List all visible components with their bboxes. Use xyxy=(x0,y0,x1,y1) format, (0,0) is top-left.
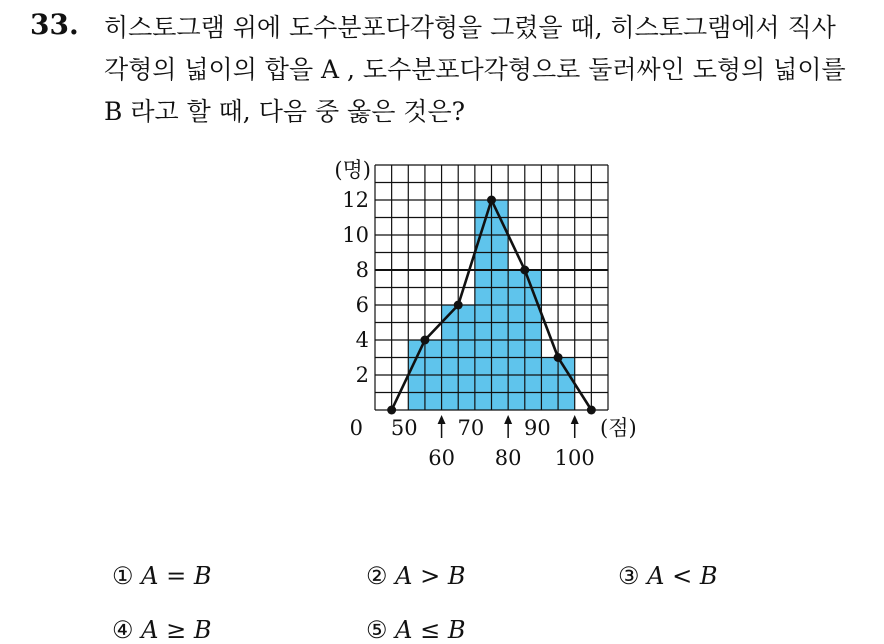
x-tick-label: 90 xyxy=(524,416,551,440)
y-tick-label: 10 xyxy=(342,223,369,247)
x-tick-arrow-head xyxy=(571,415,579,424)
choice-3[interactable] xyxy=(618,562,718,590)
x-axis-label: (점) xyxy=(600,416,637,440)
frequency-polygon-point xyxy=(454,301,463,310)
histogram-chart xyxy=(320,150,650,470)
choice-3-expression: A < B xyxy=(647,562,718,590)
choice-5-expression: A ≤ B xyxy=(395,616,466,644)
frequency-polygon-point xyxy=(520,266,529,275)
y-tick-label: 6 xyxy=(355,293,369,317)
x-tick-label: 50 xyxy=(390,416,418,440)
x-tick-label: 70 xyxy=(457,416,485,440)
choice-2-expression: A > B xyxy=(395,562,466,590)
y-tick-label: 8 xyxy=(355,258,369,282)
choice-1[interactable] xyxy=(112,562,212,590)
question-text-line-3: B 라고 할 때, 다음 중 옳은 것은? xyxy=(104,97,466,126)
choice-5[interactable] xyxy=(366,616,466,644)
x-tick-label: 60 xyxy=(428,446,455,470)
y-axis-label: (명) xyxy=(334,158,371,182)
question-text-line-1: 히스토그램 위에 도수분포다각형을 그렸을 때, 히스토그램에서 직사 xyxy=(104,13,836,42)
choice-4-expression: A ≥ B xyxy=(141,616,212,644)
choice-4[interactable] xyxy=(112,616,212,644)
frequency-polygon-point xyxy=(587,406,596,415)
choice-1-expression: A = B xyxy=(141,562,212,590)
choice-1-number: ① xyxy=(112,562,134,590)
question-number: 33. xyxy=(30,8,79,41)
frequency-polygon-point xyxy=(420,336,429,345)
y-tick-label: 2 xyxy=(355,363,369,387)
choice-3-number: ③ xyxy=(618,562,640,590)
frequency-polygon-point xyxy=(487,196,496,205)
y-tick-label: 4 xyxy=(355,328,369,352)
choice-5-number: ⑤ xyxy=(366,616,388,644)
question-text-line-2: 각형의 넓이의 합을 A , 도수분포다각형으로 둘러싸인 도형의 넓이를 xyxy=(104,55,846,84)
choice-4-number: ④ xyxy=(112,616,134,644)
x-tick-arrow-head xyxy=(438,415,446,424)
x-tick-arrow-head xyxy=(504,415,512,424)
x-tick-label: 100 xyxy=(554,446,595,470)
origin-label: 0 xyxy=(349,416,363,440)
choice-2[interactable] xyxy=(366,562,466,590)
choice-2-number: ② xyxy=(366,562,388,590)
frequency-polygon-point xyxy=(554,353,563,362)
y-tick-label: 12 xyxy=(342,188,369,212)
x-tick-label: 80 xyxy=(494,446,522,470)
frequency-polygon-point xyxy=(387,406,396,415)
